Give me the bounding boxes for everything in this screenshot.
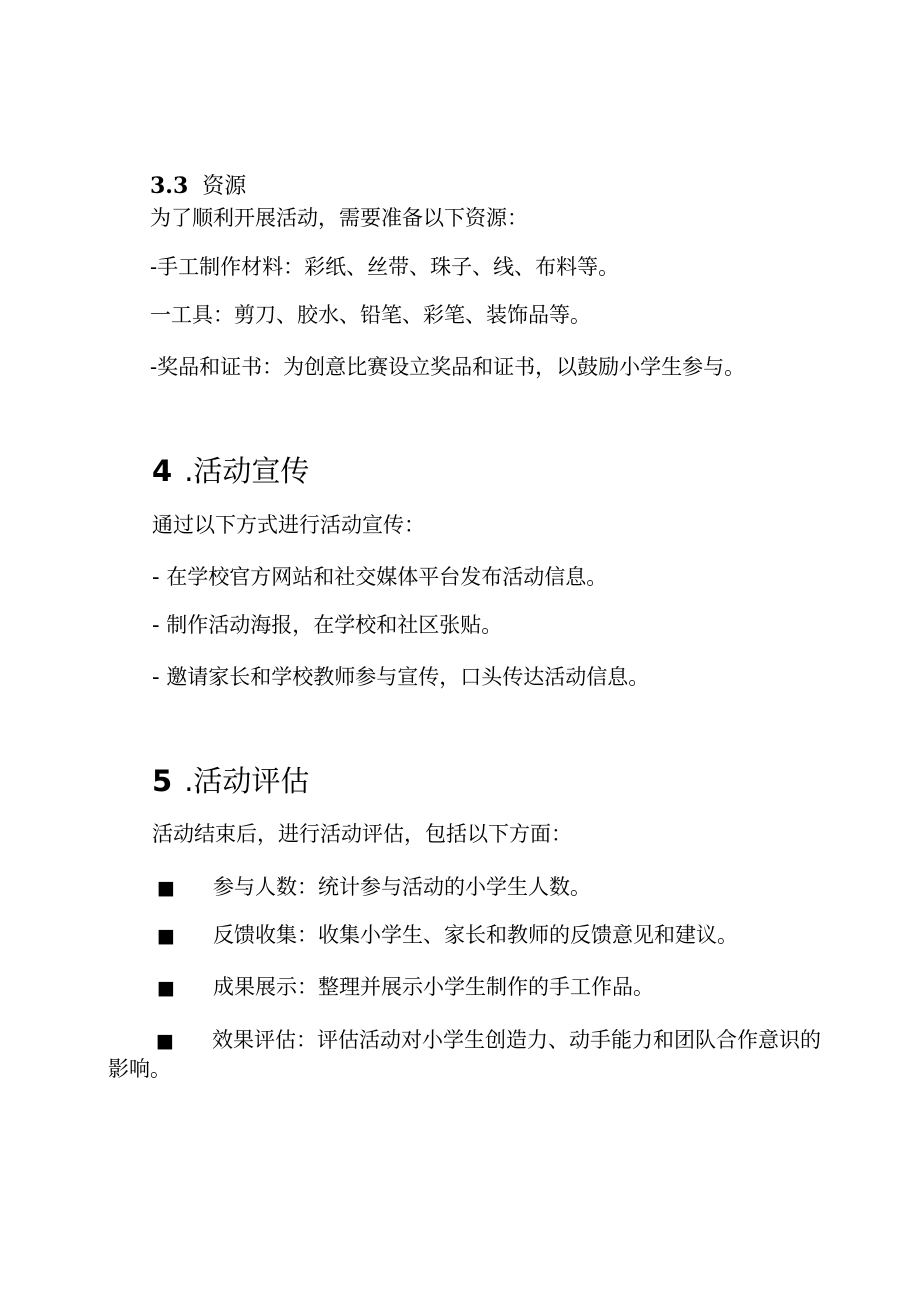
resource-item-tools: 一工具：剪刀、胶水、铅笔、彩笔、装饰品等。: [150, 303, 591, 327]
bullet-square-icon: ■: [157, 977, 175, 999]
promo-item-poster: - 制作活动海报，在学校和社区张贴。: [152, 613, 503, 637]
evaluation-item-effect: [108, 1026, 822, 1083]
resource-item-prizes: -奖品和证书：为创意比赛设立奖品和证书，以鼓励小学生参与。: [150, 355, 746, 379]
section-3-3-number: 3.3: [150, 173, 189, 199]
section-5-number: 5: [152, 764, 173, 798]
promo-item-website: - 在学校官方网站和社交媒体平台发布活动信息。: [152, 565, 608, 589]
evaluation-item-showcase: [157, 973, 654, 1002]
section-4-number: 4: [152, 454, 173, 488]
section-3-3-heading: [150, 172, 246, 201]
evaluation-item-text: 反馈收集：收集小学生、家长和教师的反馈意见和建议。: [213, 923, 738, 947]
bullet-square-icon: ■: [156, 1030, 174, 1052]
evaluation-item-participants: [157, 873, 591, 902]
section-3-3-intro: 为了顺利开展活动，需要准备以下资源：: [150, 206, 528, 230]
section-4-title: .活动宣传: [184, 454, 310, 488]
section-3-3-title: 资源: [202, 174, 247, 199]
section-5-title: .活动评估: [184, 764, 310, 798]
bullet-square-icon: ■: [157, 925, 175, 947]
promo-item-parents: - 邀请家长和学校教师参与宣传，口头传达活动信息。: [152, 665, 650, 689]
section-4-intro: 通过以下方式进行活动宣传：: [152, 513, 425, 537]
evaluation-item-feedback: [157, 921, 738, 950]
evaluation-item-text: 效果评估：评估活动对小学生创造力、动手能力和团队合作意识的影响。: [108, 1028, 821, 1081]
evaluation-item-text: 成果展示：整理并展示小学生制作的手工作品。: [213, 975, 654, 999]
bullet-square-icon: ■: [157, 877, 175, 899]
section-5-intro: 活动结束后，进行活动评估，包括以下方面：: [152, 822, 572, 846]
resource-item-materials: -手工制作材料：彩纸、丝带、珠子、线、布料等。: [150, 255, 620, 279]
section-4-heading: [152, 453, 309, 489]
evaluation-item-text: 参与人数：统计参与活动的小学生人数。: [213, 875, 591, 899]
section-5-heading: [152, 763, 309, 799]
